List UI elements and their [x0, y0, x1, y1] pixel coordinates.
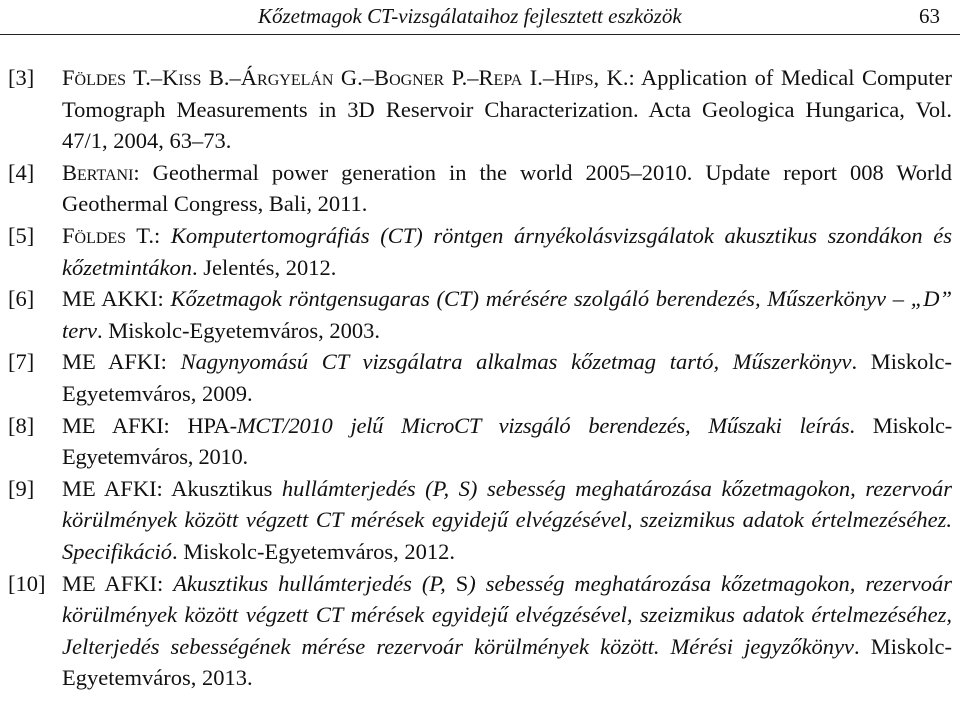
reference-title: Komputertomográfiás (CT) röntgen árnyékolásvizsgálatok akusztikus szondákon és kőzetmintákon	[62, 222, 952, 280]
reference-item	[0, 410, 960, 473]
reference-details: . Miskolc-Egyetemváros, 2012.	[171, 538, 456, 564]
reference-title: hullámterjedés (P, S) sebesség meghatározása kőzetmagokon, rezervoár körülmények között végzett CT mérések egyidejű elvégzésével, szeizmikus adatok értelmezéséhez. Specifikáció	[62, 475, 952, 564]
reference-details: . Miskolc-Egyetemváros, 2010.	[62, 412, 952, 470]
reference-text	[62, 283, 952, 346]
reference-number: [9]	[8, 475, 35, 501]
reference-upright-letter: S	[455, 570, 469, 596]
reference-title-continued: ) sebesség meghatározása kőzetmagokon, rezervoár körülmények között végzett CT mérések egyidejű elvégzésével, szeizmikus adatok értelmezéséhez, Jelterjedés sebességének mérése rezervoár körülmények között. Mérési jegyzőkönyv	[62, 570, 952, 659]
reference-organization: ME AKKI:	[62, 286, 171, 312]
reference-title: MCT/2010 jelű MicroCT vizsgáló berendezés, Műszaki leírás	[236, 412, 850, 438]
reference-text	[62, 220, 952, 283]
reference-title: Kőzetmagok röntgensugaras (CT) mérésére szolgáló berendezés, Műszerkönyv – „D” terv	[62, 286, 953, 343]
reference-title: Akusztikus hullámterjedés (P,	[173, 570, 456, 596]
running-header	[0, 0, 960, 35]
reference-item	[0, 157, 960, 220]
reference-details: . Miskolc-Egyetemváros, 2013.	[62, 633, 952, 691]
reference-number: [10]	[8, 570, 46, 596]
reference-organization: ME AFKI:	[62, 349, 181, 375]
reference-number: [4]	[8, 159, 35, 185]
reference-authors: Bertani	[62, 159, 134, 185]
reference-authors: Földes T.	[62, 222, 154, 248]
reference-details: . Jelentés, 2012.	[191, 254, 337, 280]
header-title: Kőzetmagok CT-vizsgálataihoz fejlesztett eszközök	[258, 4, 682, 28]
reference-details: : Application of Medical Computer Tomograph Measurements in 3D Reservoir Characterization. Acta Geologica Hungarica, Vol. 47/1, 2004, 63–73.	[62, 65, 952, 154]
reference-organization: ME AFKI: HPA-	[62, 412, 237, 438]
reference-authors: Földes T.–Kiss B.–Árgyelán G.–Bogner P.–Repa I.–Hips, K.	[62, 65, 629, 90]
reference-list	[0, 62, 960, 694]
reference-organization: ME AFKI:	[62, 570, 174, 596]
reference-text	[62, 568, 952, 694]
reference-item	[0, 220, 960, 283]
reference-text	[62, 62, 952, 157]
reference-title: Nagynyomású CT vizsgálatra alkalmas kőzetmag tartó, Műszerkönyv	[180, 349, 852, 375]
page-number: 63	[919, 4, 940, 28]
reference-item	[0, 283, 960, 346]
reference-number: [6]	[8, 286, 35, 312]
reference-number: [3]	[8, 65, 35, 90]
reference-item	[0, 62, 960, 157]
reference-text	[62, 410, 952, 473]
reference-item	[0, 473, 960, 568]
reference-separator: :	[153, 222, 171, 248]
reference-item	[0, 568, 960, 694]
reference-organization: ME AFKI: Akusztikus	[62, 475, 282, 501]
reference-details: . Miskolc-Egyetemváros, 2009.	[62, 349, 952, 406]
reference-details: : Geothermal power generation in the world 2005–2010. Update report 008 World Geothermal Congress, Bali, 2011.	[62, 159, 952, 217]
reference-text	[62, 157, 952, 220]
reference-details: . Miskolc-Egyetemváros, 2003.	[96, 317, 381, 343]
reference-number: [8]	[8, 412, 35, 438]
reference-number: [5]	[8, 222, 35, 248]
reference-text	[62, 346, 952, 409]
reference-text	[62, 473, 952, 568]
reference-item	[0, 346, 960, 409]
reference-number: [7]	[8, 349, 35, 375]
